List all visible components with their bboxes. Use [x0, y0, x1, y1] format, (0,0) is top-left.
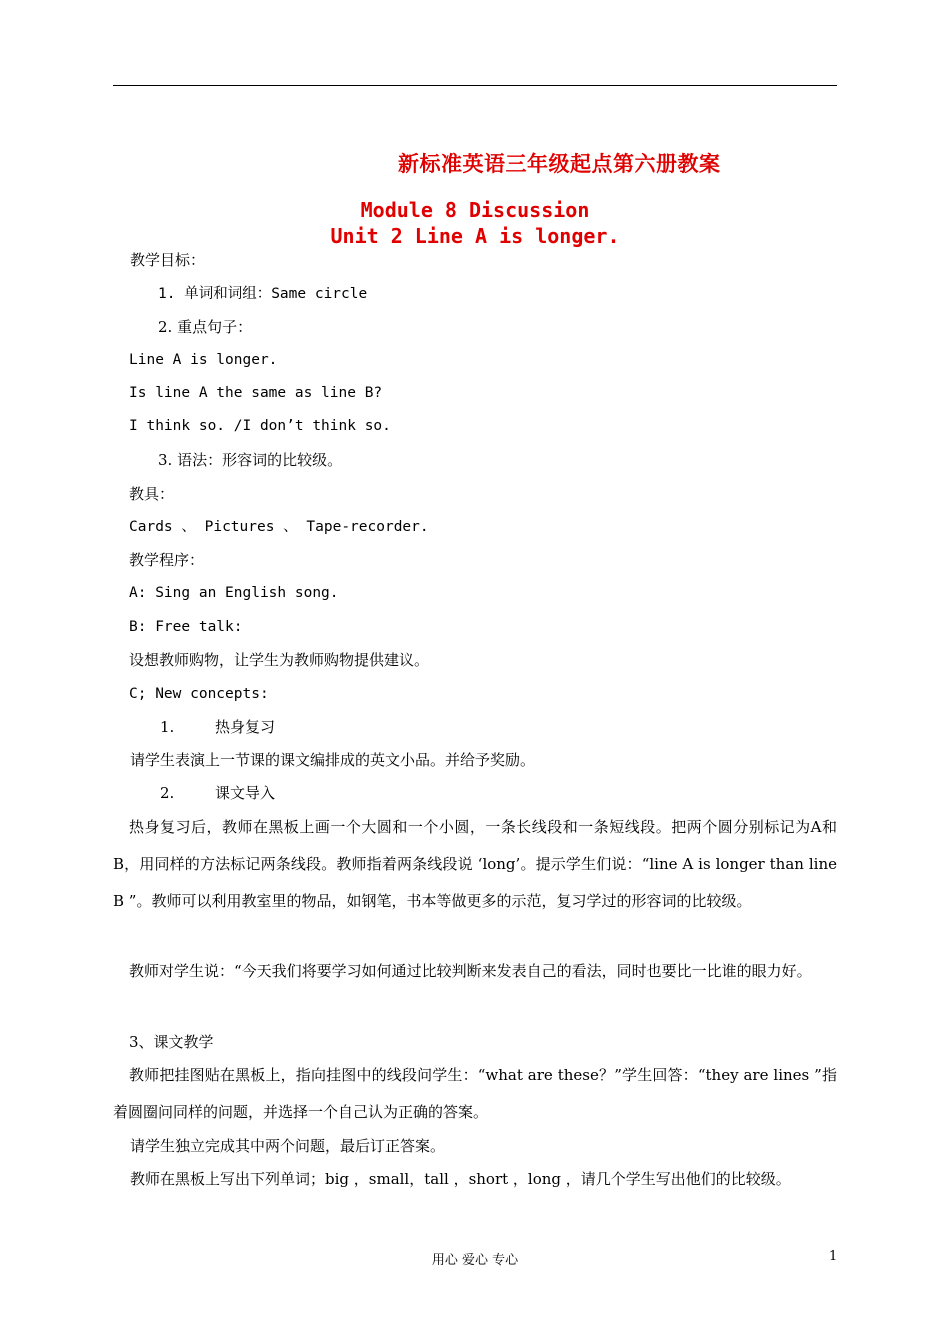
- section-3-paragraph-2: 请学生独立完成其中两个问题，最后订正答案。: [130, 1137, 446, 1155]
- step-b-text: 设想教师购物，让学生为教师购物提供建议。: [129, 651, 430, 669]
- tools-heading: 教具：: [129, 485, 175, 503]
- section-2-number: 2.: [160, 784, 175, 802]
- objective-1: 1. 单词和词组：Same circle: [158, 286, 368, 302]
- section-3-paragraph-1: 教师把挂图贴在黑板上，指向挂图中的线段问学生：“what are these？”学生回答：“they are lines ”指着圆圈问同样的问题，并选择一个自己认为正确的答案。: [113, 1066, 837, 1121]
- section-1-text: 请学生表演上一节课的课文编排成的英文小品。并给予奖励。: [130, 751, 536, 769]
- objective-2: 2. 重点句子：: [158, 318, 253, 336]
- section-2-heading: [160, 783, 275, 803]
- key-sentence-1: Line A is longer.: [129, 352, 278, 368]
- step-a: A: Sing an English song.: [129, 585, 339, 601]
- page-number: 1: [829, 1249, 838, 1264]
- section-3-paragraph-3: 教师在黑板上写出下列单词；big ，small，tall ，short ，long ，请几个学生写出他们的比较级。: [130, 1170, 791, 1188]
- section-2-title: 课文导入: [215, 784, 276, 802]
- section-1-title: 热身复习: [215, 718, 276, 736]
- section-2-paragraph-2: 教师对学生说：“今天我们将要学习如何通过比较判断来发表自己的看法，同时也要比一比谁的眼力好。: [129, 962, 812, 980]
- header-rule: [113, 85, 837, 86]
- footer-motto: 用心 爱心 专心: [431, 1253, 519, 1268]
- module-title: Module 8 Discussion: [360, 198, 590, 222]
- step-c: C; New concepts:: [129, 686, 269, 702]
- objective-3: 3. 语法：形容词的比较级。: [158, 451, 343, 469]
- section-1-number: 1.: [160, 718, 175, 736]
- unit-title: Unit 2 Line A is longer.: [330, 224, 620, 248]
- key-sentence-3: I think so. /I don’t think so.: [129, 418, 391, 434]
- procedure-heading: 教学程序：: [129, 551, 205, 569]
- objectives-heading: 教学目标：: [130, 251, 206, 269]
- section-3-heading: 3、课文教学: [129, 1033, 214, 1051]
- section-1-heading: [160, 717, 275, 737]
- tools-list: Cards 、 Pictures 、 Tape-recorder.: [129, 519, 429, 535]
- key-sentence-2: Is line A the same as line B?: [129, 385, 383, 401]
- document-title: 新标准英语三年级起点第六册教案: [398, 152, 721, 176]
- section-2-paragraph-1: 热身复习后，教师在黑板上画一个大圆和一个小圆，一条长线段和一条短线段。把两个圆分别标记为A和B，用同样的方法标记两条线段。教师指着两条线段说 ‘long’。提示学生们说：“line A is longer than line B ”。教师可以利用教室里的物品，如钢笔，书本等做更多的示范，复习学过的形容词的比较级。: [113, 818, 837, 910]
- step-b: B: Free talk:: [129, 619, 243, 635]
